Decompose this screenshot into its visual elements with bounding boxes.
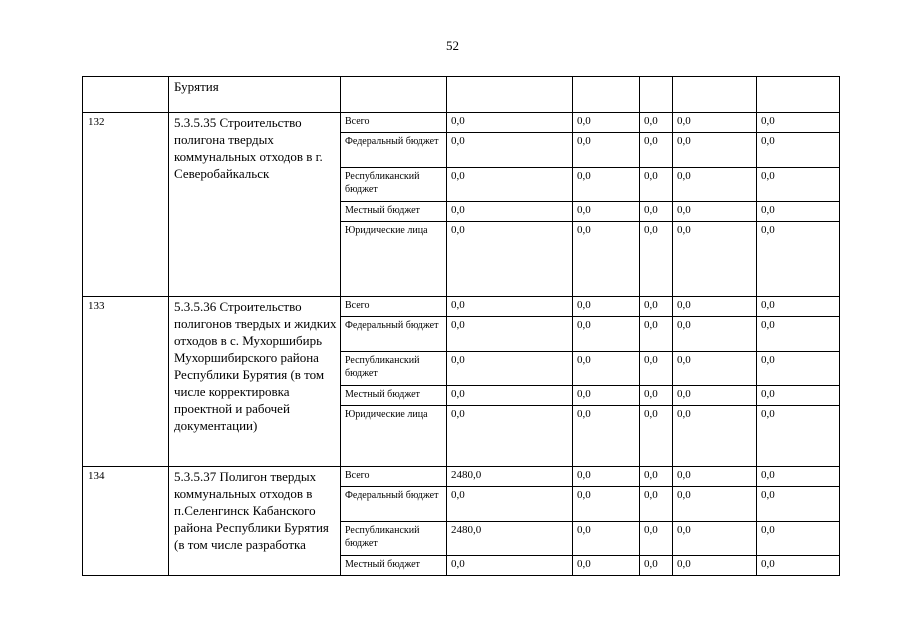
amount-cell: 0,0: [573, 556, 640, 576]
amount-cell: 0,0: [757, 168, 840, 202]
amount-cell: 0,0: [640, 352, 673, 386]
amount-cell: 0,0: [673, 297, 757, 317]
amount-cell: 0,0: [757, 202, 840, 222]
amount-cell: 0,0: [757, 467, 840, 487]
value-cell: [447, 77, 573, 113]
amount-cell: 2480,0: [447, 522, 573, 556]
amount-cell: 0,0: [573, 202, 640, 222]
row-number-cell: 133: [83, 297, 169, 467]
funding-source-cell: Местный бюджет: [341, 202, 447, 222]
amount-cell: 0,0: [447, 202, 573, 222]
amount-cell: 0,0: [757, 352, 840, 386]
amount-cell: 0,0: [447, 556, 573, 576]
measure-name-cell: 5.3.5.37 Полигон твердых коммунальных отходов в п.Селенгинск Кабанского района Республики Бурятия (в том числе разработка: [169, 467, 341, 576]
amount-cell: 0,0: [640, 168, 673, 202]
funding-source-cell: Республиканский бюджет: [341, 522, 447, 556]
amount-cell: 0,0: [447, 133, 573, 168]
table-body: [83, 77, 840, 576]
amount-cell: 0,0: [573, 406, 640, 467]
amount-cell: 0,0: [640, 467, 673, 487]
page-number: 52: [446, 38, 459, 53]
table-row: [83, 113, 840, 133]
amount-cell: 0,0: [447, 352, 573, 386]
amount-cell: 0,0: [447, 406, 573, 467]
measure-name-cell: 5.3.5.35 Строительство полигона твердых коммунальных отходов в г. Северобайкальск: [169, 113, 341, 297]
amount-cell: 0,0: [673, 522, 757, 556]
table-row-continuation: [83, 77, 840, 113]
amount-cell: 0,0: [757, 133, 840, 168]
amount-cell: 0,0: [573, 386, 640, 406]
value-cell: [673, 77, 757, 113]
amount-cell: 0,0: [573, 168, 640, 202]
amount-cell: 0,0: [573, 133, 640, 168]
funding-source-cell: Федеральный бюджет: [341, 487, 447, 522]
funding-source-cell: Всего: [341, 297, 447, 317]
funding-source-cell: Республиканский бюджет: [341, 352, 447, 386]
funding-source-cell: Местный бюджет: [341, 556, 447, 576]
amount-cell: 0,0: [640, 113, 673, 133]
table-row: [83, 297, 840, 317]
amount-cell: 0,0: [757, 386, 840, 406]
amount-cell: 0,0: [673, 317, 757, 352]
amount-cell: 0,0: [573, 487, 640, 522]
amount-cell: 0,0: [757, 406, 840, 467]
funding-source-cell: Республиканский бюджет: [341, 168, 447, 202]
amount-cell: 0,0: [573, 222, 640, 297]
name-cell: Бурятия: [169, 77, 341, 113]
funding-source-cell: Всего: [341, 113, 447, 133]
measure-name-cell: 5.3.5.36 Строительство полигонов твердых и жидких отходов в с. Мухоршибирь Мухоршибирского района Республики Бурятия (в том числе корректировка проектной и рабочей документации): [169, 297, 341, 467]
amount-cell: 0,0: [673, 406, 757, 467]
amount-cell: 0,0: [573, 522, 640, 556]
amount-cell: 0,0: [757, 113, 840, 133]
value-cell: [640, 77, 673, 113]
amount-cell: 0,0: [640, 522, 673, 556]
funding-source-cell: Юридические лица: [341, 222, 447, 297]
amount-cell: 0,0: [673, 352, 757, 386]
row-number-cell: 134: [83, 467, 169, 576]
amount-cell: 0,0: [447, 317, 573, 352]
amount-cell: 0,0: [673, 133, 757, 168]
funding-source-cell: Федеральный бюджет: [341, 317, 447, 352]
source-cell: [341, 77, 447, 113]
amount-cell: 0,0: [640, 556, 673, 576]
amount-cell: 0,0: [573, 467, 640, 487]
amount-cell: 0,0: [673, 556, 757, 576]
funding-source-cell: Всего: [341, 467, 447, 487]
budget-table: [82, 76, 840, 576]
amount-cell: 0,0: [447, 113, 573, 133]
funding-source-cell: Юридические лица: [341, 406, 447, 467]
amount-cell: 0,0: [573, 352, 640, 386]
amount-cell: 0,0: [673, 168, 757, 202]
amount-cell: 0,0: [447, 168, 573, 202]
amount-cell: 2480,0: [447, 467, 573, 487]
amount-cell: 0,0: [757, 487, 840, 522]
amount-cell: 0,0: [573, 297, 640, 317]
amount-cell: 0,0: [673, 467, 757, 487]
amount-cell: 0,0: [757, 317, 840, 352]
funding-source-cell: Федеральный бюджет: [341, 133, 447, 168]
amount-cell: 0,0: [640, 386, 673, 406]
amount-cell: 0,0: [573, 113, 640, 133]
amount-cell: 0,0: [673, 386, 757, 406]
amount-cell: 0,0: [640, 202, 673, 222]
amount-cell: 0,0: [640, 406, 673, 467]
amount-cell: 0,0: [757, 222, 840, 297]
amount-cell: 0,0: [757, 297, 840, 317]
amount-cell: 0,0: [673, 202, 757, 222]
number-cell: [83, 77, 169, 113]
value-cell: [757, 77, 840, 113]
amount-cell: 0,0: [673, 222, 757, 297]
amount-cell: 0,0: [447, 386, 573, 406]
amount-cell: 0,0: [640, 487, 673, 522]
value-cell: [573, 77, 640, 113]
funding-source-cell: Местный бюджет: [341, 386, 447, 406]
amount-cell: 0,0: [573, 317, 640, 352]
amount-cell: 0,0: [640, 317, 673, 352]
amount-cell: 0,0: [757, 556, 840, 576]
amount-cell: 0,0: [447, 222, 573, 297]
amount-cell: 0,0: [757, 522, 840, 556]
amount-cell: 0,0: [640, 222, 673, 297]
amount-cell: 0,0: [673, 113, 757, 133]
amount-cell: 0,0: [447, 297, 573, 317]
amount-cell: 0,0: [640, 297, 673, 317]
row-number-cell: 132: [83, 113, 169, 297]
amount-cell: 0,0: [447, 487, 573, 522]
amount-cell: 0,0: [640, 133, 673, 168]
table-row: [83, 467, 840, 487]
amount-cell: 0,0: [673, 487, 757, 522]
